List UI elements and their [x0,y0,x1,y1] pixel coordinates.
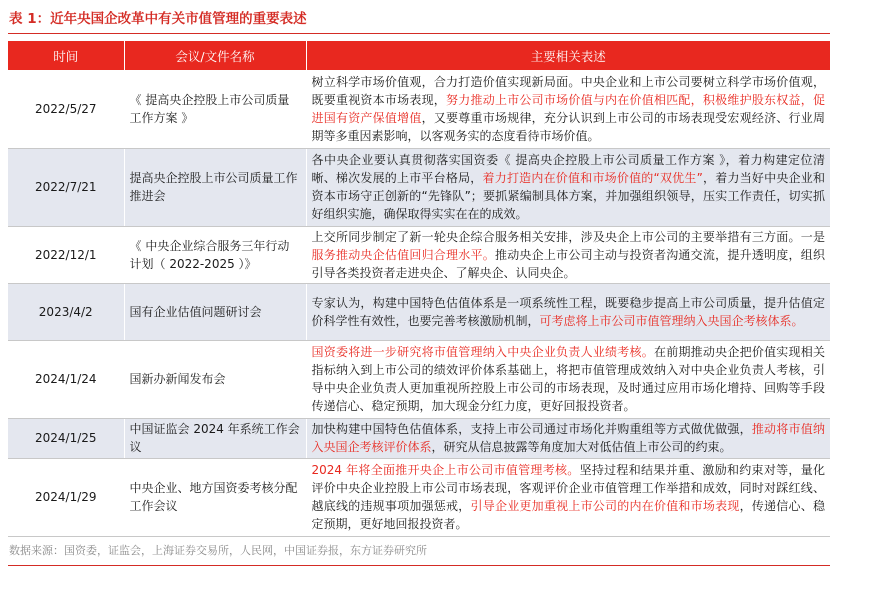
statement-text: 加快构建中国特色估值体系，支持上市公司通过市场化并购重组等方式做优做强， [311,422,752,436]
row-date: 2024/1/25 [8,418,124,458]
statement-text: 在前期推动央企把价值实现相关指标纳入到上市公司的绩效评价体系基础上，将把市值管理成效纳入对中央企业负责人考核，引导中央企业负责人更加重视所控股上市公司的市场表现，及时通过应用市场化增持、回购等手段传递信心、稳定预期，加大现金分红力度，更好回报投资者。 [311,345,825,413]
row-statement [306,226,830,283]
bottom-divider [8,565,830,566]
row-date: 2022/7/21 [8,148,124,226]
table-row [8,226,830,283]
row-meeting: 中央企业、地方国资委考核分配工作会议 [124,458,306,536]
statement-text: 推动央企上市公司主动与投资者沟通交流，提升透明度，组织引导各类投资者走进央企、了解央企、认同央企。 [311,247,825,280]
row-statement [306,283,830,340]
table-row [8,340,830,418]
row-date: 2024/1/24 [8,340,124,418]
row-statement [306,148,830,226]
data-source-note: 数据来源：国资委，证监会，上海证券交易所，人民网，中国证券报，东方证券研究所 [9,544,427,557]
row-date: 2024/1/29 [8,458,124,536]
highlighted-text: 服务推动央企估值回归合理水平。 [311,247,495,262]
statement-text: ，着力当好中央企业和资本市场守正创新的“先锋队”；要抓紧编制具体方案，并加强组织领导，压实工作责任，切实抓好组织实施，确保取得实实在在的成效。 [311,171,825,221]
table-header-row [8,41,830,70]
table-title: 表 1：近年央国企改革中有关市值管理的重要表述 [9,11,307,27]
row-statement [306,70,830,148]
row-date: 2022/12/1 [8,226,124,283]
table-row [8,283,830,340]
statement-text: ，又要尊重市场规律，充分认识到上市公司的市场表现受宏观经济、行业周期等多重因素影响，以客观务实的态度看待市场价值。 [311,110,825,143]
row-meeting: 中国证监会 2024 年系统工作会议 [124,418,306,458]
row-meeting: 《 中央企业综合服务三年行动计划（ 2022-2025 ）》 [124,226,306,283]
row-statement [306,340,830,418]
header-meeting: 会议/文件名称 [124,41,306,70]
statement-text: ，传递信心、稳定预期，更好地回报投资者。 [311,499,825,531]
statement-text: ，研究从信息披露等角度加大对低估值上市公司的约束。 [431,440,732,454]
header-statement: 主要相关表述 [306,41,830,70]
row-meeting: 国新办新闻发布会 [124,340,306,418]
row-meeting: 《 提高央企控股上市公司质量工作方案 》 [124,70,306,148]
table-row [8,458,830,536]
statement-text: 专家认为，构建中国特色估值体系是一项系统性工程，既要稳步提高上市公司质量，提升估值定价科学性有效性，也要完善考核激励机制， [311,295,825,328]
statement-text: 树立科学市场价值观，合力打造价值实现新局面。中央企业和上市公司要树立科学市场价值观，既要重视资本市场表现， [311,74,825,107]
row-statement [306,418,830,458]
statement-text: 坚持过程和结果并重、激励和约束对等，量化评价中央企业控股上市公司市场表现，客观评价企业市值管理工作举措和成效，同时对踩红线、越底线的违规事项加强惩戒， [311,463,825,513]
title-divider [8,33,830,34]
row-meeting: 提高央企控股上市公司质量工作推进会 [124,148,306,226]
highlighted-text: 着力打造内在价值和市场价值的“双优生” [482,171,703,185]
table-row [8,148,830,226]
highlighted-text: 引导企业更加重视上市公司的内在价值和市场表现 [470,499,740,513]
row-meeting: 国有企业估值问题研讨会 [124,283,306,340]
highlighted-text: 推动将市值纳入央国企考核评价体系 [311,422,825,454]
highlighted-text: 国资委将进一步研究将市值管理纳入中央企业负责人业绩考核。 [311,345,654,359]
statements-table [8,41,830,537]
row-date: 2023/4/2 [8,283,124,340]
highlighted-text: 努力推动上市公司市场价值与内在价值相匹配，积极维护股东权益，促进国有资产保值增值 [311,92,825,125]
highlighted-text: 可考虑将上市公司市值管理纳入央国企考核体系。 [539,313,804,328]
statement-text: 各中央企业要认真贯彻落实国资委《 提高央企控股上市公司质量工作方案 》，着力构建定位清晰、梯次发展的上市平台格局， [311,153,825,185]
row-date: 2022/5/27 [8,70,124,148]
table-row [8,418,830,458]
header-date: 时间 [8,41,124,70]
table-row [8,70,830,148]
row-statement [306,458,830,536]
statement-text: 上交所同步制定了新一轮央企综合服务相关安排，涉及央企上市公司的主要举措有三方面。一是 [311,229,825,244]
highlighted-text: 2024 年将全面推开央企上市公司市值管理考核。 [311,463,580,477]
